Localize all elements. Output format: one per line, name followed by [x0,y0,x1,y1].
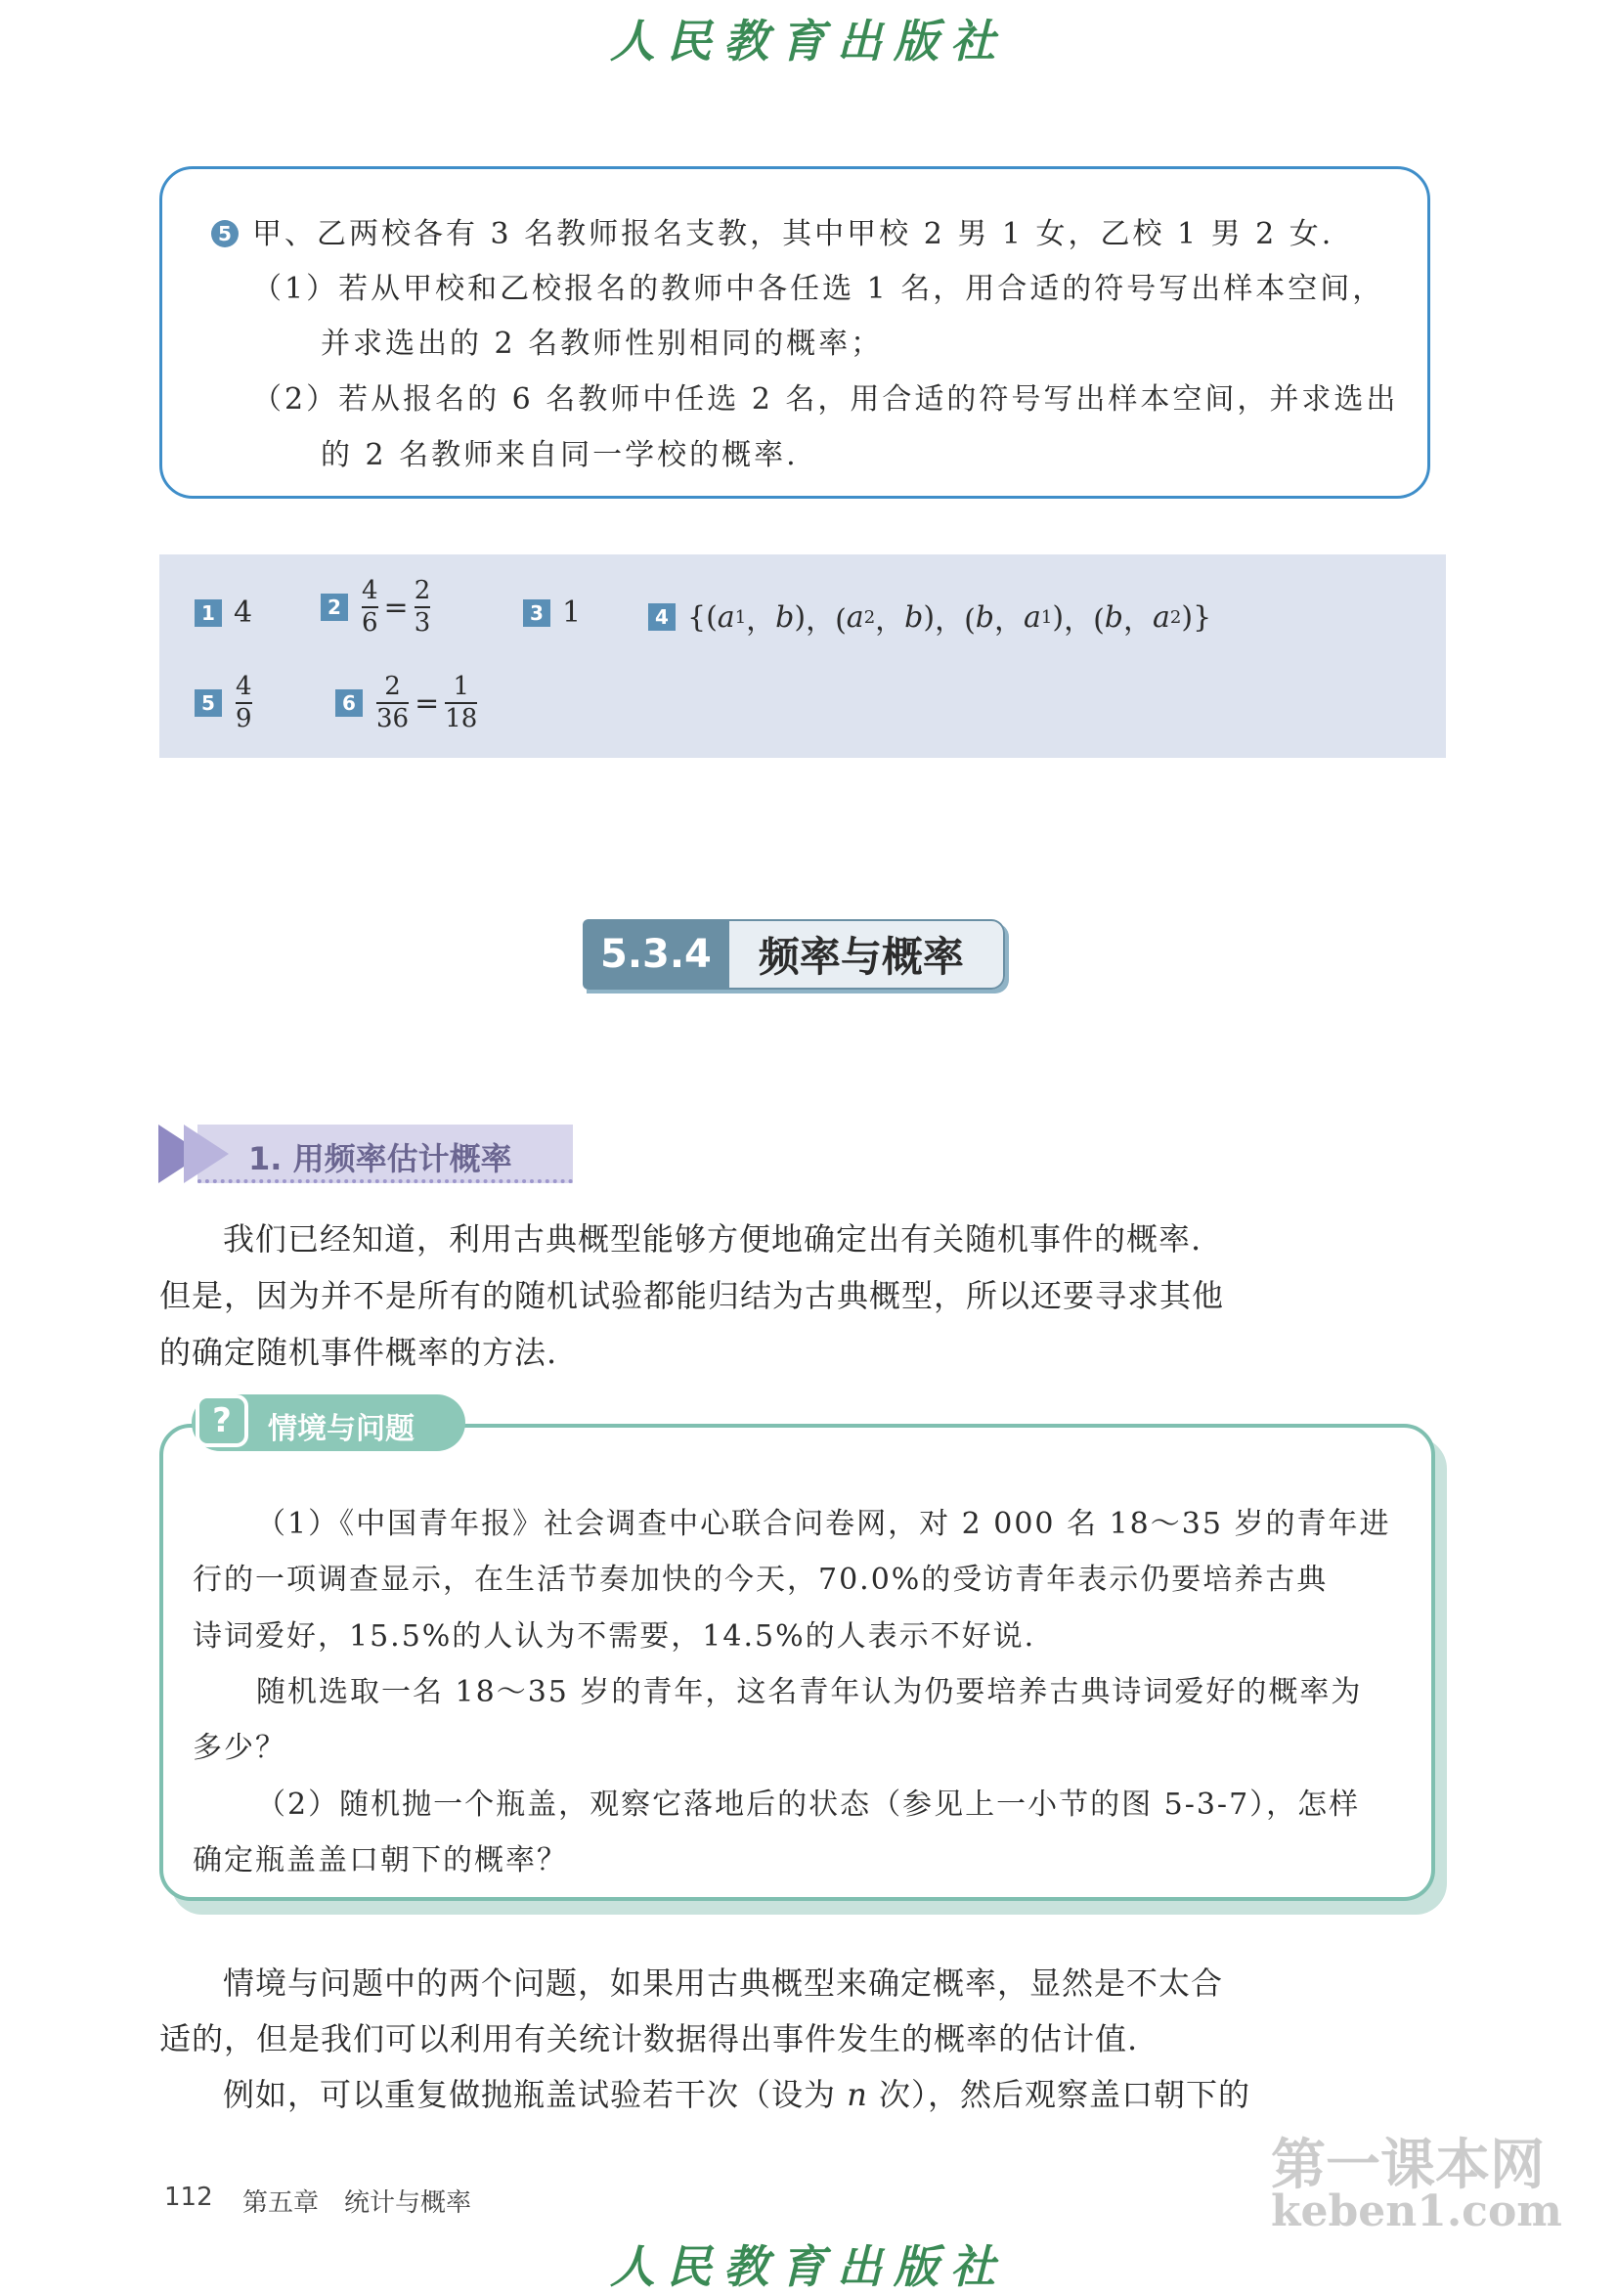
exercise-q2-line-2: 的 2 名教师来自同一学校的概率. [321,438,799,472]
exercise-q2-line-1: （2）若从报名的 6 名教师中任选 2 名，用合适的符号写出样本空间，并求选出 [252,382,1399,417]
after-line-3: 例如，可以重复做抛瓶盖试验若干次（设为 n 次），然后观察盖口朝下的 [223,2076,1250,2113]
exercise-q1-line-1: （1）若从甲校和乙校报名的教师中各任选 1 名，用合适的符号写出样本空间， [252,272,1385,306]
page-number: 112 [164,2183,213,2212]
section-title: 频率与概率 [729,919,1005,990]
exercise-number-badge: 5 [211,220,239,247]
answer-2: 2 $\frac{4}{6}$ = $\frac{2}{3}$ [321,578,432,638]
answer-4: 4 {( a 1 ， b ) ，( a 2 ， b ) ，( b ， a 1 ) ，( b ， a 2 )} [648,596,1211,639]
answer-3: 3 1 [523,596,581,630]
scenario-box [159,1424,1435,1901]
after-line-2: 适的，但是我们可以利用有关统计数据得出事件发生的概率的估计值. [159,2020,1139,2057]
scenario-label: 情境与问题 [268,1412,415,1446]
subsection-heading [158,1125,577,1183]
intro-line-3: 的确定随机事件概率的方法. [159,1334,558,1371]
footer-chapter-title: 统计与概率 [344,2188,472,2218]
scenario-line-6: （2）随机抛一个瓶盖，观察它落地后的状态（参见上一小节的图 5-3-7），怎样 [256,1788,1361,1822]
scenario-line-1: （1）《中国青年报》社会调查中心联合问卷网，对 2 000 名 18～35 岁的青年进 [256,1507,1391,1541]
answer-1: 1 4 [195,596,252,630]
scenario-line-3: 诗词爱好，15.5%的人认为不需要，14.5%的人表示不好说. [193,1619,1036,1654]
scenario-line-7: 确定瓶盖盖口朝下的概率？ [193,1843,568,1877]
publisher-footer: 人民教育出版社 [610,2240,1007,2293]
scenario-line-4: 随机选取一名 18～35 岁的青年，这名青年认为仍要培养古典诗词爱好的概率为 [256,1675,1363,1709]
scenario-line-2: 行的一项调查显示，在生活节奏加快的今天，70.0%的受访青年表示仍要培养古典 [193,1563,1329,1597]
subsection-title: 1. 用频率估计概率 [248,1140,512,1177]
exercise-q1-line-2: 并求选出的 2 名教师性别相同的概率； [321,327,884,361]
answer-6: 6 $\frac{2}{36}$ = $\frac{1}{18}$ [335,674,479,733]
after-line-1: 情境与问题中的两个问题，如果用古典概型来确定概率，显然是不太合 [223,1965,1224,2002]
watermark-url: keben1.com [1271,2186,1562,2236]
publisher-header: 人民教育出版社 [610,15,1007,67]
scenario-line-5: 多少？ [193,1731,286,1765]
footer-chapter: 第五章 [242,2188,320,2218]
intro-line-2: 但是，因为并不是所有的随机试验都能归结为古典概型，所以还要寻求其他 [159,1277,1225,1314]
subsection-arrow-icon [158,1125,237,1183]
section-number: 5.3.4 [583,919,729,990]
section-heading [583,919,1005,990]
intro-line-1: 我们已经知道，利用古典概型能够方便地确定出有关随机事件的概率. [223,1220,1202,1258]
question-icon: ? [196,1394,248,1447]
answers-panel [159,554,1446,758]
watermark-title: 第一课本网 [1271,2134,1545,2197]
answer-5: 5 $\frac{4}{9}$ [195,674,254,733]
exercise-line-1: 5 甲、乙两校各有 3 名教师报名支教，其中甲校 2 男 1 女，乙校 1 男 2 女. [211,209,1333,252]
